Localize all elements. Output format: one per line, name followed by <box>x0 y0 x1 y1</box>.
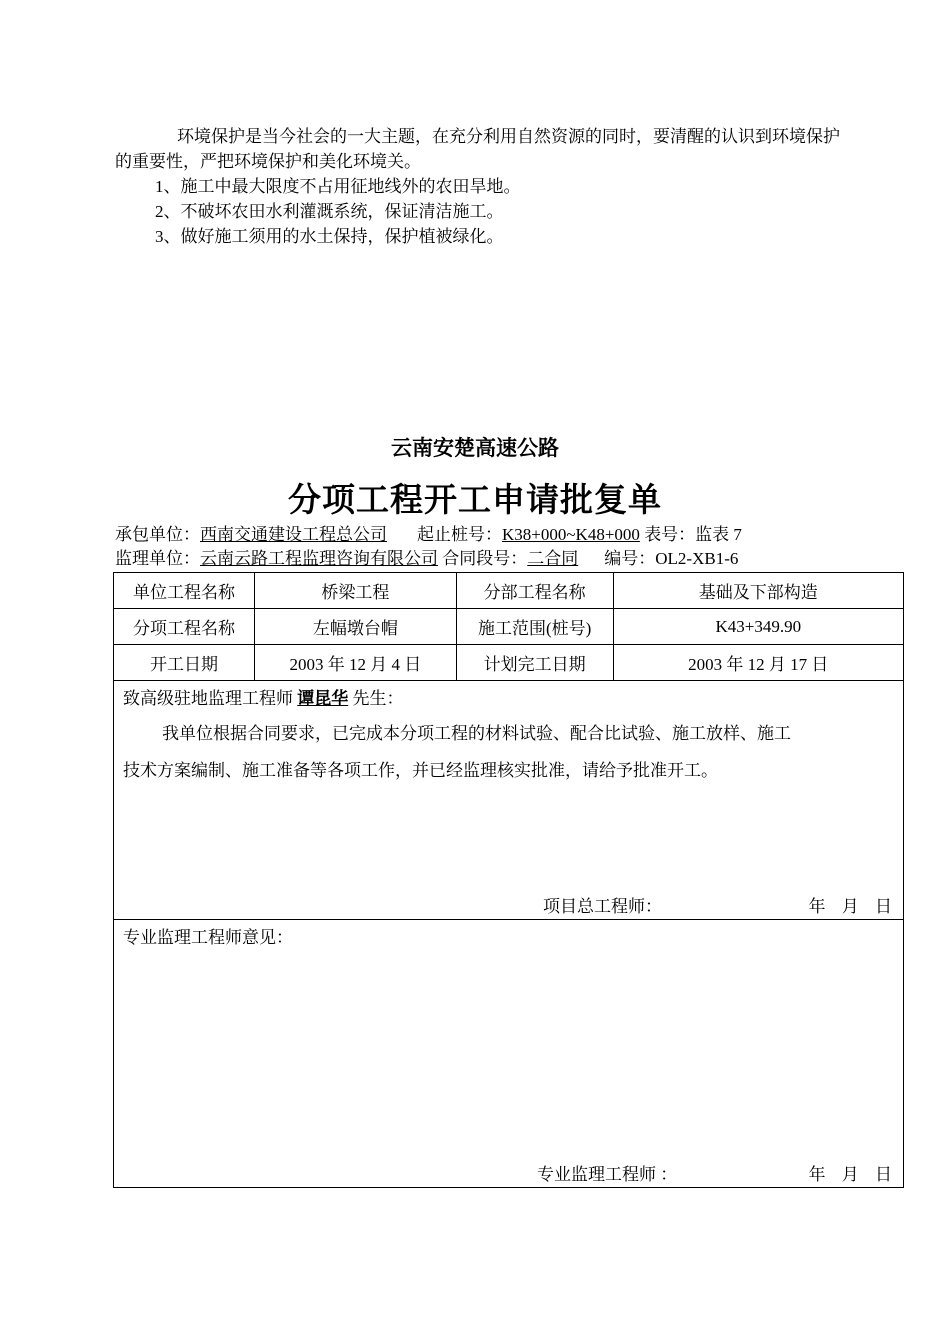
start-date-value: 2003 年 12 月 4 日 <box>255 645 457 681</box>
meta-line-supervisor <box>115 548 738 570</box>
unit-project-label: 单位工程名称 <box>114 573 255 609</box>
planned-finish-label: 计划完工日期 <box>456 645 613 681</box>
opinion-date: 年 月 日 <box>808 1165 892 1184</box>
intro-item-3: 3、做好施工须用的水土保持，保护植被绿化。 <box>155 227 504 246</box>
engineer-name: 谭昆华 <box>297 689 349 709</box>
intro-item-1: 1、施工中最大限度不占用征地线外的农田旱地。 <box>155 177 521 196</box>
construction-range-label: 施工范围(桩号) <box>456 609 613 645</box>
request-box <box>114 681 904 920</box>
contractor-label: 承包单位： <box>115 525 200 544</box>
subitem-project-label: 分项工程名称 <box>114 609 255 645</box>
start-date-label: 开工日期 <box>114 645 255 681</box>
construction-range-value: K43+349.90 <box>613 609 903 645</box>
planned-finish-value: 2003 年 12 月 17 日 <box>613 645 903 681</box>
greeting-suffix: 先生： <box>348 689 404 708</box>
intro-item-2: 2、不破坏农田水利灌溉系统，保证清洁施工。 <box>155 202 504 221</box>
table-number: 表号：监表 7 <box>644 525 742 544</box>
supervising-engineer-signature-label: 专业监理工程师 ： <box>537 1165 678 1184</box>
supervisor-value: 云南云路工程监理咨询有限公司 <box>200 549 438 568</box>
supervisor-label: 监理单位： <box>115 549 200 568</box>
table-row <box>114 573 904 609</box>
form-subtitle: 云南安楚高速公路 <box>391 436 559 460</box>
greeting-prefix: 致高级驻地监理工程师 <box>123 689 293 708</box>
request-row <box>114 681 904 920</box>
contractor-value: 西南交通建设工程总公司 <box>200 525 387 544</box>
opinion-label: 专业监理工程师意见： <box>123 928 293 947</box>
station-value: K38+000~K48+000 <box>502 525 640 544</box>
subitem-project-value: 左幅墩台帽 <box>255 609 457 645</box>
greeting <box>123 684 404 709</box>
opinion-box <box>114 920 904 1188</box>
intro-paragraph: 环境保护是当今社会的一大主题，在充分利用自然资源的同时，要清醒的认识到环境保护的重要性，严把环境保护和美化环境关。 <box>115 127 840 171</box>
contract-value: 二合同 <box>527 549 579 568</box>
request-line-1: 我单位根据合同要求，已完成本分项工程的材料试验、配合比试验、施工放样、施工 <box>162 724 791 743</box>
opinion-row <box>114 920 904 1188</box>
chief-engineer-signature-label: 项目总工程师： <box>543 897 662 916</box>
intro-section <box>115 124 855 249</box>
contract-label: 合同段号： <box>442 549 528 568</box>
request-body <box>123 715 893 789</box>
division-project-value: 基础及下部构造 <box>613 573 903 609</box>
request-date: 年 月 日 <box>808 897 892 916</box>
table-row <box>114 645 904 681</box>
table-row <box>114 609 904 645</box>
request-line-2: 技术方案编制、施工准备等各项工作，并已经监理核实批准，请给予批准开工。 <box>123 761 718 780</box>
form-title: 分项工程开工申请批复单 <box>288 480 662 519</box>
station-label: 起止桩号： <box>417 525 502 544</box>
application-table <box>113 572 904 1188</box>
unit-project-value: 桥梁工程 <box>255 573 457 609</box>
form-number: 编号：OL2-XB1-6 <box>604 549 739 568</box>
meta-line-contractor <box>115 524 742 546</box>
division-project-label: 分部工程名称 <box>456 573 613 609</box>
